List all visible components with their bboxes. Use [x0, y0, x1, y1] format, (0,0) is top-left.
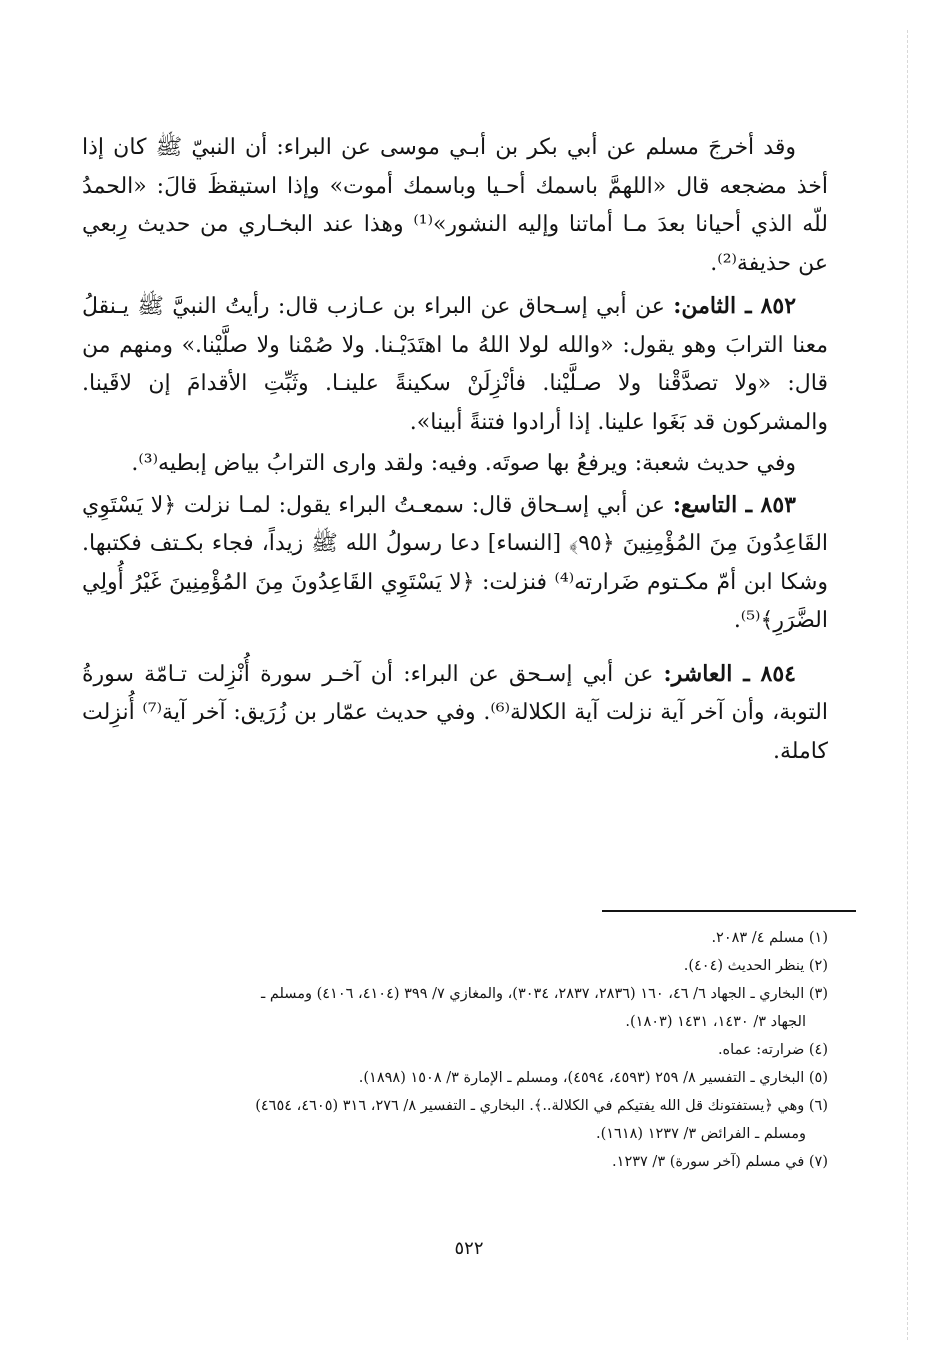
- footnote: (٧) في مسلم (آخر سورة) ٣/ ١٢٣٧.: [612, 1154, 828, 1170]
- footnote-continuation: ومسلم ـ الفرائض ٣/ ١٢٣٧ (١٦١٨).: [595, 1126, 806, 1142]
- paragraph-number: ٨٥٤ ـ العاشر:: [663, 660, 796, 687]
- paragraph: [82, 486, 828, 641]
- footnote: (٢) ينظر الحديث (٤٠٤).: [683, 958, 828, 974]
- paragraph-number: ٨٥٢ ـ الثامن:: [673, 293, 797, 319]
- main-text: [82, 128, 828, 785]
- footnote-continuation: الجهاد ٣/ ١٤٣٠، ١٤٣١ (١٨٠٣).: [625, 1014, 806, 1030]
- paragraph-text: عن أبي إسـحق عن البراء: أن آخـر سورة أُنْزِلت تـامّة سورةُ التوبة، وأن آخر آية نزلت آية الكلالة⁽⁶⁾. وفي حديث عمّار بن زُرَيق: آخر آية⁽⁷⁾ أُنزِلت كاملة.: [82, 661, 828, 764]
- paragraph: [82, 128, 828, 283]
- paragraph: [82, 287, 828, 442]
- paragraph-text: عن أبي إسـحاق عن البراء بن عـازب قال: رأيتُ النبيَّ ﷺ يـنقلُ معنا الترابَ وهو يقول: «والله لولا اللهُ ما اهتَدَيْـنا. ولا صُمْنا ولا صلَّيْنا.» ومنهم من قال: «ولا تصدَّقْنا ولا صـلَّيْنا. فأنْزِلَنْ سكينةً علينـا. وثَبِّتِ الأقدامَ إن لاقَينا. والمشركون قد بَغَوا علينا. إذا أرادوا فتنةً أبينا».: [82, 294, 828, 435]
- scan-fold-line: [907, 30, 908, 1340]
- footnote: (٦) وهي ﴿يستفتونك قل الله يفتيكم في الكلالة..﴾. البخاري ـ التفسير ٨/ ٢٧٦، ٣١٦ (٤٦٠٥، ٤٦٥٤): [255, 1098, 828, 1114]
- paragraph: [82, 444, 828, 484]
- paragraph-text: وقد أخرجَ مسلم عن أبي بكر بن أبـي موسى عن البراء: أن النبيّ ﷺ كان إذا أخذ مضجعه قال «اللهمَّ باسمك أحـيا وباسمك أموت» وإذا استيقظَ قالَ: «الحمدُ للّه الذي أحيانا بعدَ مـا أماتنا وإليه النشور»⁽¹⁾ وهذا عند البخـاري من حديث رِبعي عن حذيفة⁽²⁾.: [82, 135, 828, 276]
- footnote-separator: [602, 910, 856, 912]
- footnote: (١) مسلم ٤/ ٢٠٨٣.: [711, 930, 828, 946]
- footnotes: [82, 924, 828, 1176]
- paragraph-number: ٨٥٣ ـ التاسع:: [672, 491, 796, 518]
- footnote: (٥) البخاري ـ التفسير ٨/ ٢٥٩ (٤٥٩٣، ٤٥٩٤)، ومسلم ـ الإمارة ٣/ ١٥٠٨ (١٨٩٨).: [358, 1070, 828, 1086]
- paragraph: [82, 655, 828, 772]
- paragraph-text: وفي حديث شعبة: ويرفعُ بها صوتَه. وفيه: ولقد وارى الترابُ بياض إبطيه⁽³⁾.: [131, 451, 796, 476]
- page-number: ٥٢٢: [454, 1238, 484, 1259]
- footnote: (٣) البخاري ـ الجهاد ٦/ ٤٦، ١٦٠ (٢٨٣٦، ٢٨٣٧، ٣٠٣٤)، والمغازي ٧/ ٣٩٩ (٤١٠٤، ٤١٠٦) ومسلم ـ: [260, 986, 828, 1002]
- footnote: (٤) ضرارته: عماه.: [717, 1042, 828, 1058]
- paragraph-text: عن أبي إسـحاق قال: سمعـتُ البراء يقول: لمـا نزلت ﴿لا يَسْتَوِي القَاعِدُونَ مِنَ المُؤْمِنِينَ ﴿٩٥﴾ [النساء] دعا رسولُ الله ﷺ زيداً، فجاء بكـتف فكتبها. وشكا ابن أمّ مكـتوم ضَرارته⁽⁴⁾ فنزلت: ﴿لا يَسْتَوِي القَاعِدُونَ مِنَ المُؤْمِنِينَ غَيْرُ أُولِي الضَّرَرِ﴾⁽⁵⁾.: [82, 492, 829, 633]
